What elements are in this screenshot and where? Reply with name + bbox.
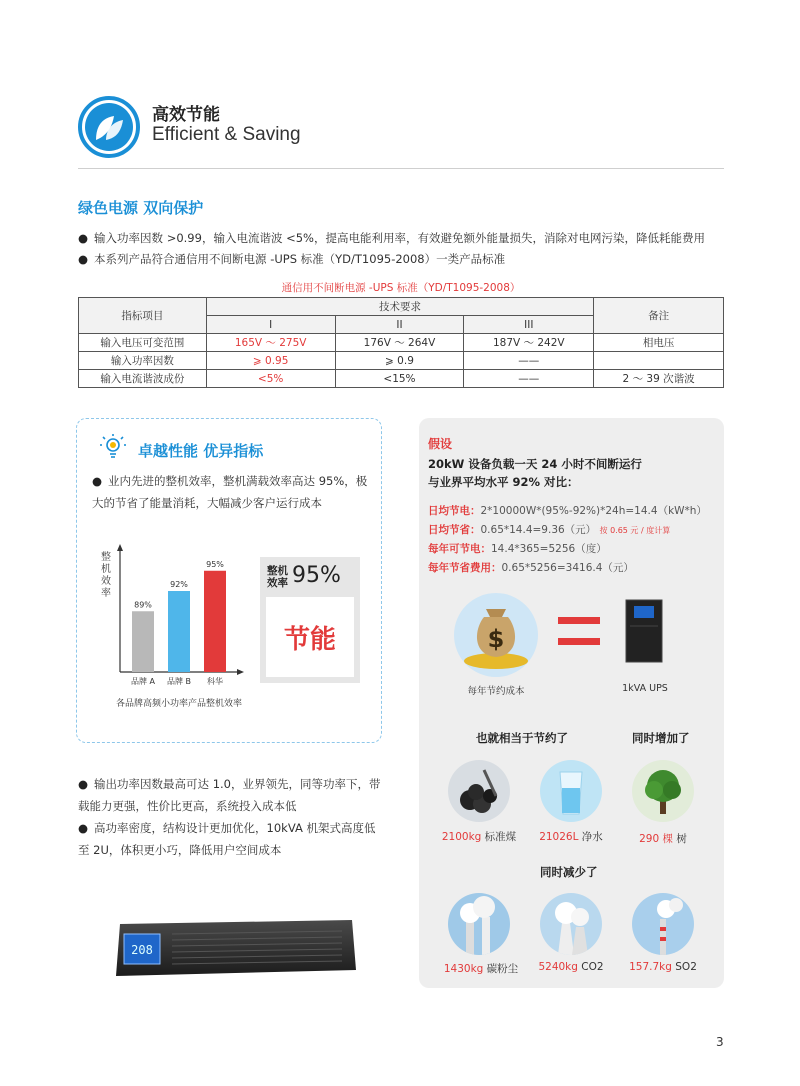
coal-icon	[448, 760, 510, 822]
page-title: 高效节能	[152, 105, 220, 125]
coal-value: 2100kg	[441, 831, 482, 843]
table-row	[79, 370, 724, 388]
bar	[168, 591, 190, 672]
table-caption: 通信用不间断电源 -UPS 标准（YD/T1095-2008）	[281, 282, 521, 294]
dust-caption	[436, 961, 526, 976]
table-header: I	[206, 316, 335, 334]
data-label: 89%	[134, 600, 152, 610]
water-caption	[528, 829, 614, 844]
data-label: 95%	[206, 559, 224, 569]
x-axis-arrow	[237, 669, 244, 675]
ups-caption: 1kVA UPS	[622, 683, 668, 694]
calc-note: 按 0.65 元 / 度计算	[599, 526, 671, 535]
calc-key: 每年节省费用：	[428, 562, 502, 574]
dust-icon	[448, 893, 510, 955]
page-number: 3	[716, 1035, 724, 1049]
calc-value: 0.65*5256=3416.4（元）	[501, 562, 634, 574]
assumption-text: 20kW 设备负载一天 24 小时不间断运行	[428, 457, 642, 471]
ups-display: 208	[131, 943, 153, 957]
card-big-text: 节能	[266, 597, 354, 677]
table-header: 指标项目	[79, 298, 207, 334]
so2-icon	[632, 893, 694, 955]
table-cell: 输入功率因数	[79, 352, 207, 370]
table-header: 备注	[594, 298, 724, 334]
calc-line	[428, 560, 634, 575]
chart-caption: 各品牌高频小功率产品整机效率	[116, 699, 243, 709]
efficiency-card	[260, 557, 360, 683]
calc-key: 每年可节电：	[428, 543, 491, 555]
card-label: 整机效率	[267, 565, 288, 589]
tower-ups-image	[620, 596, 668, 666]
tree-value: 290 棵	[639, 833, 674, 845]
y-axis-label	[101, 550, 111, 599]
so2-unit: SO2	[675, 961, 697, 973]
calc-key: 日均节省：	[428, 524, 481, 536]
dust-value: 1430kg	[443, 963, 484, 975]
table-cell: 2 ～ 39 次谐波	[594, 370, 724, 388]
lightbulb-icon	[98, 432, 128, 462]
section-title: 卓越性能 优异指标	[138, 442, 264, 460]
bullet-item: ● 输出功率因数最高可达 1.0，业界领先，同等功率下，带载能力更强，性价比更高，系统投入成本低	[78, 773, 384, 817]
bullet-item: ● 本系列产品符合通信用不间断电源 -UPS 标准（YD/T1095-2008）一类产品标准	[78, 251, 505, 267]
so2-caption	[620, 961, 706, 973]
table-cell: ——	[464, 370, 594, 388]
table-cell	[594, 352, 724, 370]
calc-key: 日均节电：	[428, 505, 481, 517]
co2-value: 5240kg	[538, 961, 578, 973]
tick-label: 品牌 A	[130, 677, 156, 686]
bullet-item: ● 输入功率因数 >0.99，输入电流谐波 <5%，提高电能利用率，有效避免额外能量损失，消除对电网污染，降低耗能费用	[78, 230, 705, 246]
equivalent-title: 也就相当于节约了	[476, 731, 568, 745]
table-cell: 165V ～ 275V	[206, 334, 335, 352]
table-cell: 相电压	[594, 334, 724, 352]
co2-unit: CO2	[581, 961, 604, 973]
calc-line	[428, 541, 607, 556]
y-axis-label-char: 机	[101, 564, 111, 575]
table-cell: 输入电压可变范围	[79, 334, 207, 352]
table-cell: <15%	[335, 370, 464, 388]
water-icon	[540, 760, 602, 822]
efficiency-chart	[96, 540, 246, 705]
so2-value: 157.7kg	[629, 961, 672, 973]
tree-unit: 树	[676, 833, 687, 845]
table-cell: 输入电流谐波成份	[79, 370, 207, 388]
leaf-icon	[78, 96, 140, 158]
money-bag-icon	[454, 593, 538, 677]
y-axis-label-char: 效	[101, 576, 111, 587]
y-axis-arrow	[117, 544, 123, 551]
table-header-row	[79, 298, 724, 316]
table-cell: ——	[464, 352, 594, 370]
svg-text:$: $	[487, 625, 505, 653]
water-value: 21026L	[539, 831, 579, 843]
rack-ups-image	[112, 920, 358, 978]
bullet-item: ● 高功率密度，结构设计更加优化，10kVA 机架式高度低至 2U，体积更小巧，降低用户空间成本	[78, 817, 384, 861]
calc-line	[428, 503, 707, 518]
table-header: II	[335, 316, 464, 334]
standard-table	[78, 297, 724, 388]
dust-unit: 碳粉尘	[486, 963, 519, 975]
page-subtitle: Efficient & Saving	[152, 124, 301, 145]
section-title: 绿色电源 双向保护	[78, 199, 204, 217]
coal-caption	[436, 829, 522, 844]
bar	[132, 611, 154, 672]
calc-value: 14.4*365=5256（度）	[491, 543, 607, 555]
y-axis-label-char: 整	[101, 552, 111, 563]
water-unit: 净水	[581, 831, 603, 843]
tick-label: 品牌 B	[166, 677, 192, 686]
table-cell: ⩾ 0.95	[206, 352, 335, 370]
table-header: 技术要求	[206, 298, 593, 316]
table-cell: 176V ～ 264V	[335, 334, 464, 352]
table-row	[79, 352, 724, 370]
increase-title: 同时增加了	[632, 731, 690, 745]
money-caption: 每年节约成本	[467, 686, 525, 697]
assumption-label: 假设	[428, 437, 453, 451]
tick-label: 科华	[207, 677, 223, 686]
table-cell: ⩾ 0.9	[335, 352, 464, 370]
table-cell: <5%	[206, 370, 335, 388]
equals-icon	[558, 617, 600, 645]
co2-caption	[528, 961, 614, 973]
table-cell: 187V ～ 242V	[464, 334, 594, 352]
coal-unit: 标准煤	[484, 831, 517, 843]
table-row	[79, 334, 724, 352]
decrease-title: 同时减少了	[540, 865, 598, 879]
bar	[204, 571, 226, 672]
calc-value: 2*10000W*(95%-92%)*24h=14.4（kW*h）	[480, 505, 707, 517]
calc-line	[428, 522, 670, 537]
table-header: III	[464, 316, 594, 334]
y-axis-label-char: 率	[101, 588, 111, 599]
bullet-item: ● 业内先进的整机效率，整机满载效率高达 95%，极大的节省了能量消耗，大幅减少客户运行成本	[92, 470, 374, 514]
tree-caption	[620, 831, 706, 846]
card-value: 95%	[292, 563, 341, 588]
tree-icon	[632, 760, 694, 822]
assumption-text: 与业界平均水平 92% 对比：	[428, 475, 579, 489]
divider	[78, 168, 724, 169]
data-label: 92%	[170, 580, 188, 589]
co2-icon	[540, 893, 602, 955]
calc-value: 0.65*14.4=9.36（元）	[480, 524, 597, 536]
